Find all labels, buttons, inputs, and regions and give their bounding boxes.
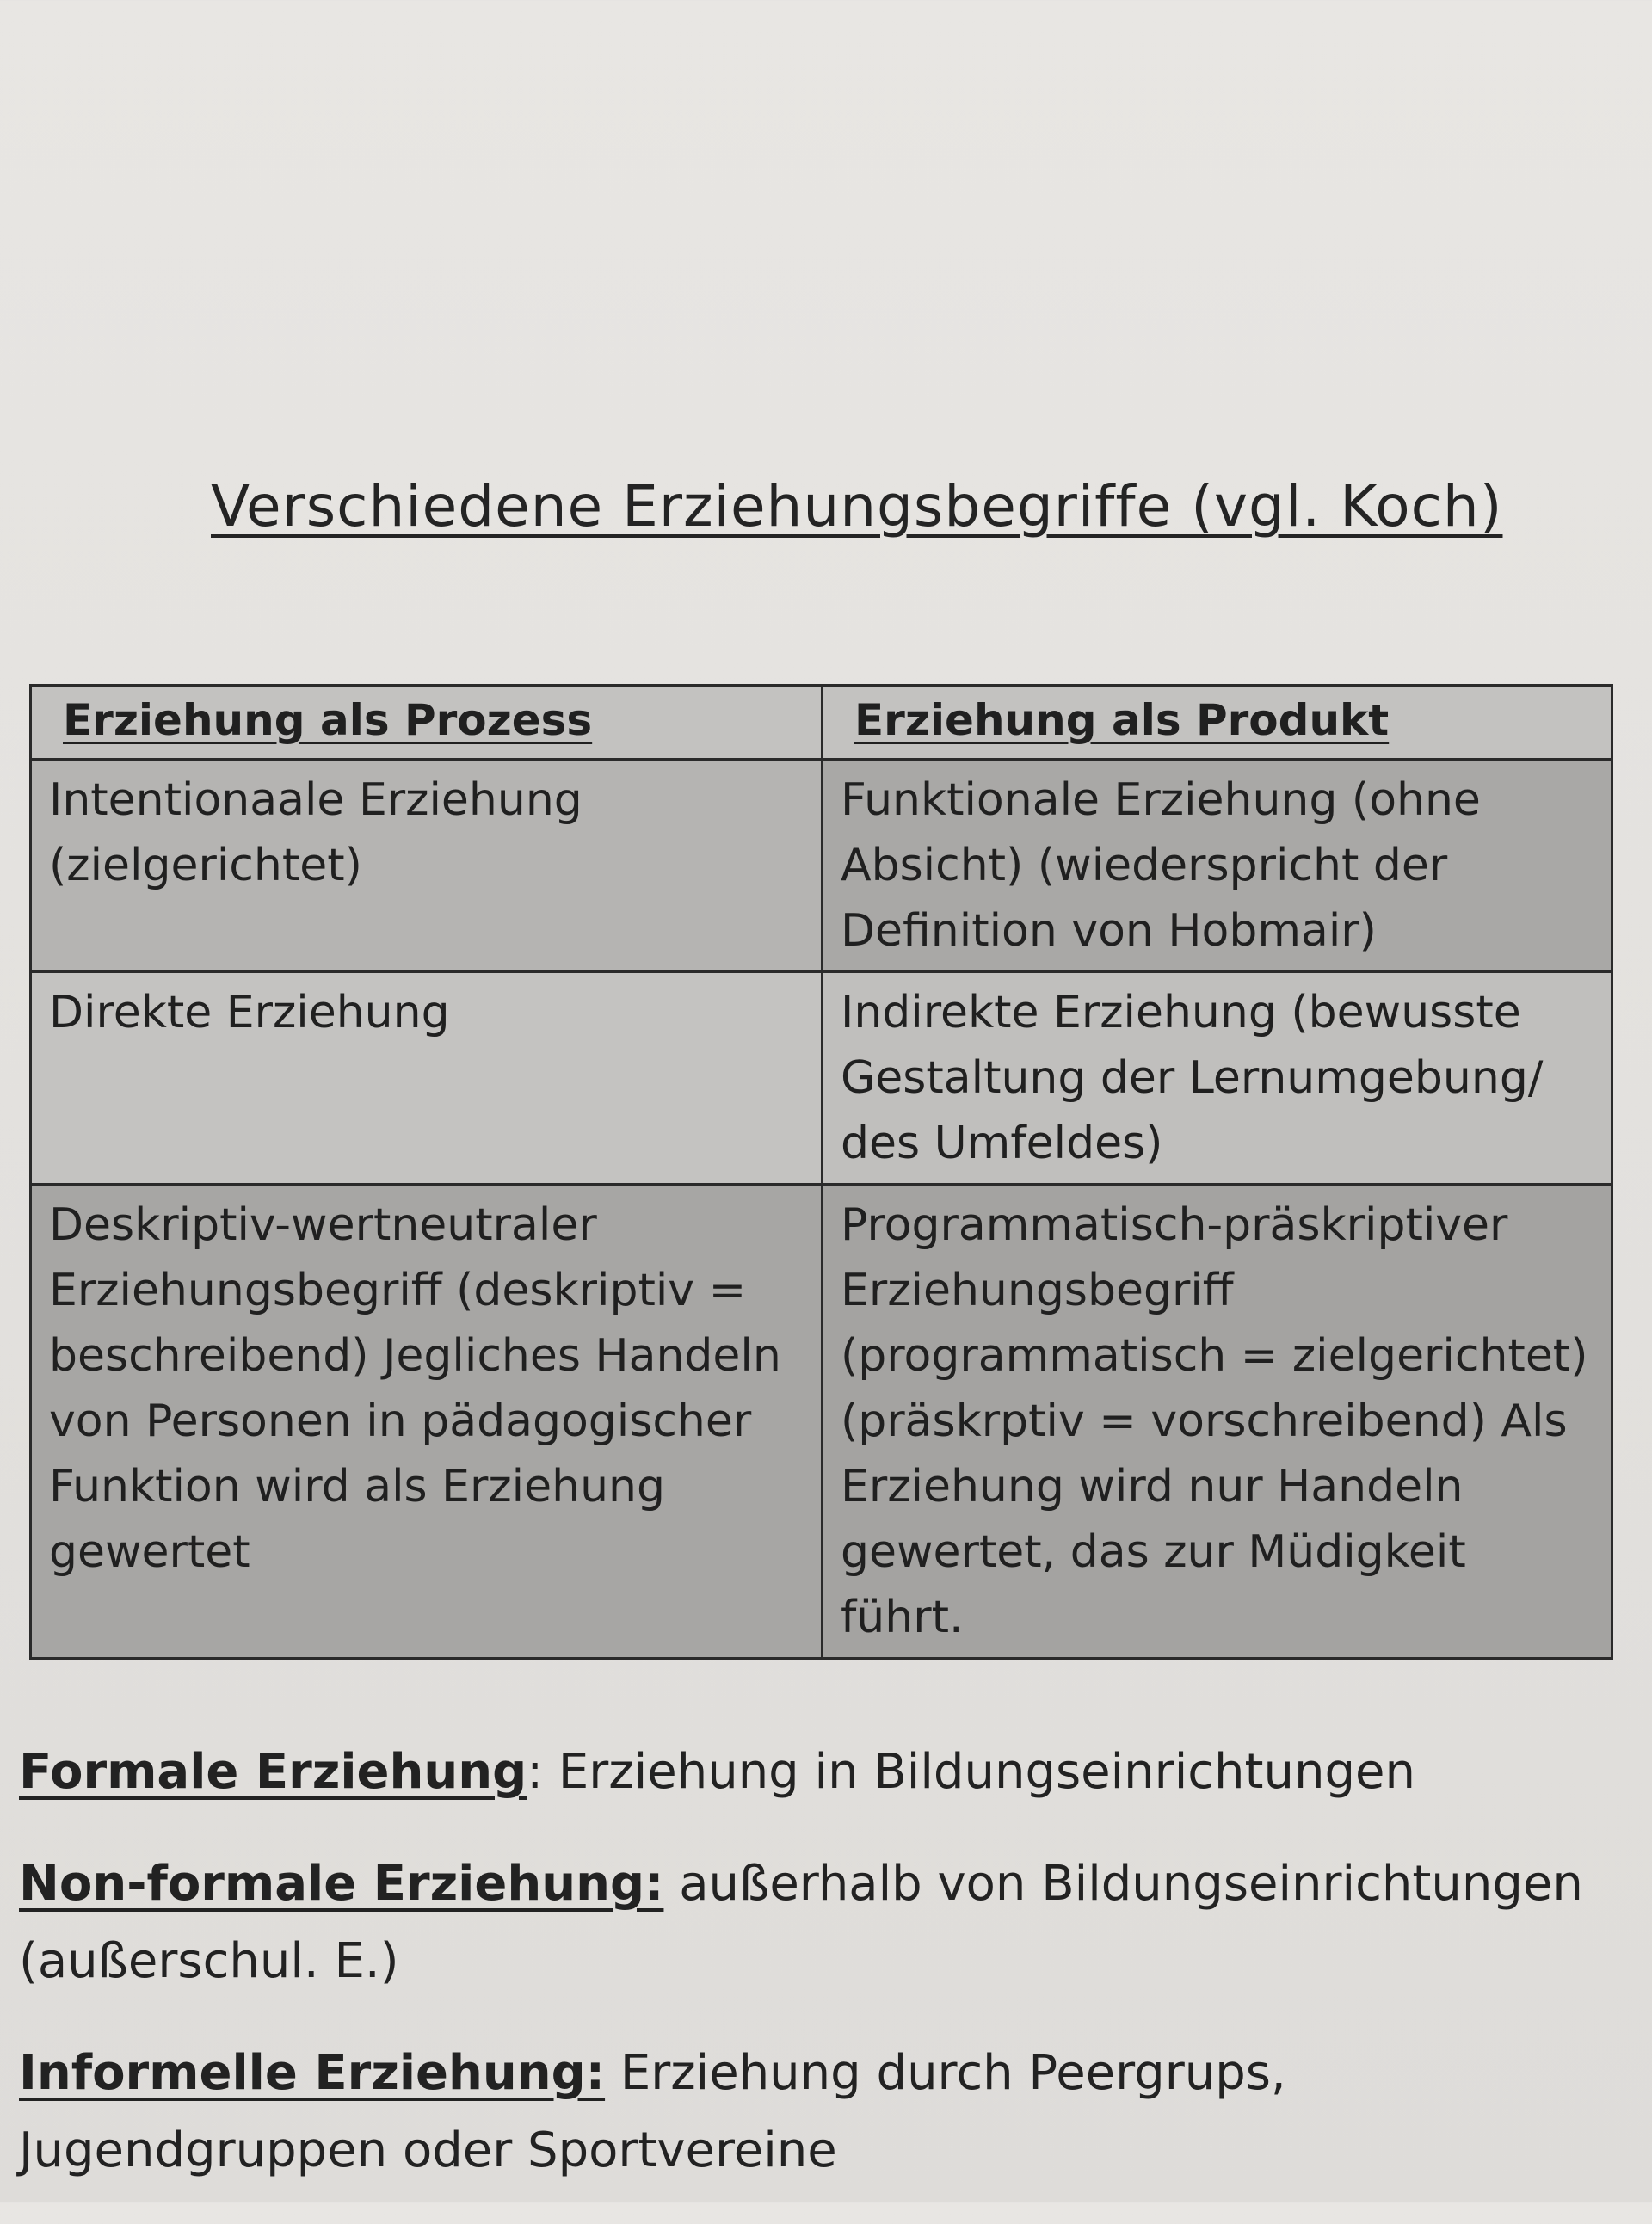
cell-descriptive: Deskriptiv-wertneutraler Erziehungsbegriff (deskriptiv = beschreibend) Jegliches Handeln von Personen in pädagogischer Funktion wird als Erziehung gewertet [31, 1185, 823, 1659]
definition-formal [19, 1734, 1637, 1811]
definition-term: Formale Erziehung [19, 1744, 527, 1800]
table-header-row [31, 686, 1612, 760]
comparison-table [29, 684, 1613, 1660]
header-process: Erziehung als Prozess [31, 686, 823, 760]
cell-indirect: Indirekte Erziehung (bewusste Gestaltung der Lernumgebung/ des Umfeldes) [823, 972, 1612, 1185]
definition-informal [19, 2035, 1637, 2190]
cell-functional: Funktionale Erziehung (ohne Absicht) (wiederspricht der Definition von Hobmair) [823, 760, 1612, 972]
cell-prescriptive: Programmatisch-präskriptiver Erziehungsbegriff (programmatisch = zielgerichtet) (präskrptiv = vorschreibend) Als Erziehung wird nur Handeln gewertet, das zur Müdigkeit führt. [823, 1185, 1612, 1659]
definition-term: Non-formale Erziehung: [19, 1856, 664, 1912]
definition-text: Erziehung in Bildungseinrichtungen [543, 1744, 1415, 1800]
table-row [31, 972, 1612, 1185]
definition-nonformal [19, 1845, 1637, 2000]
page-title: Verschiedene Erziehungsbegriffe (vgl. Koch) [211, 473, 1503, 539]
definition-text: außerhalb von Bildungseinrichtungen (außerschul. E.) [19, 1856, 1583, 1989]
definition-text: Erziehung durch Peergrups, Jugendgruppen oder Sportvereine [19, 2045, 1286, 2178]
header-product: Erziehung als Produkt [823, 686, 1612, 760]
cell-direct: Direkte Erziehung [31, 972, 823, 1185]
table-row [31, 760, 1612, 972]
definition-separator: : [527, 1744, 544, 1800]
definitions-list [19, 1734, 1637, 2224]
table-row [31, 1185, 1612, 1659]
cell-intentional: Intentionaale Erziehung (zielgerichtet) [31, 760, 823, 972]
definition-term: Informelle Erziehung: [19, 2045, 606, 2101]
